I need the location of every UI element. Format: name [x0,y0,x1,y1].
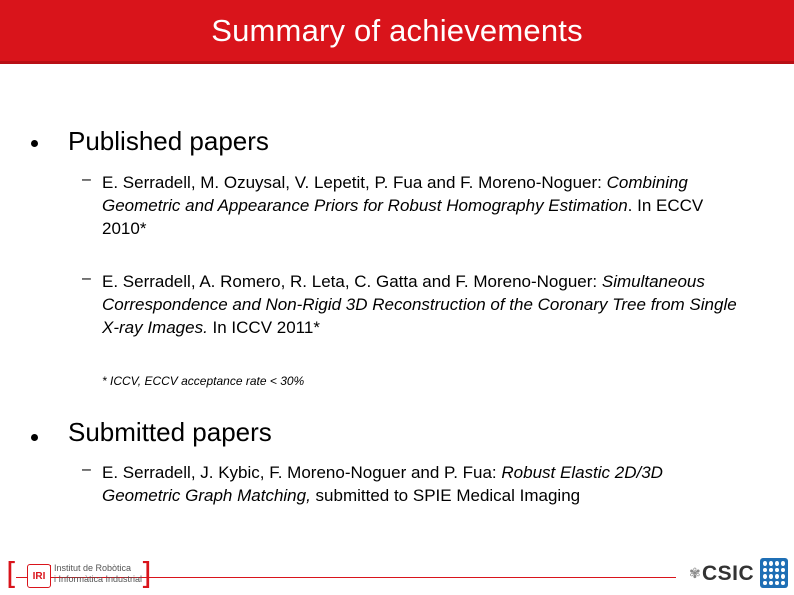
iri-logo-icon: IRI [27,564,51,588]
reference-3 [102,461,742,507]
reference-1-authors: E. Serradell, M. Ozuysal, V. Lepetit, P. Fua and F. Moreno-Noguer: [102,173,602,192]
reference-1-venue: . In ECCV 2010* [102,196,704,238]
reference-3-authors: E. Serradell, J. Kybic, F. Moreno-Noguer and P. Fua: [102,463,497,482]
dash-item-1: – [82,171,91,188]
bracket-close: ] [140,557,152,592]
dash-item-2: – [82,270,91,287]
csic-emblem-icon: ✾ [689,565,701,581]
reference-1-title: Combining Geometric and Appearance Priors for Robust Homography Estimation [102,173,688,215]
iri-logo-text [54,563,142,585]
reference-2-title: Simultaneous Correspondence and Non-Rigid 3D Reconstruction of the Coronary Tree from Single X-ray Images. [102,272,737,337]
reference-3-venue: submitted to SPIE Medical Imaging [310,486,581,505]
bullet-published [31,140,38,147]
upc-logo-icon [760,558,788,588]
bracket-open: [ [6,557,18,592]
heading-published: Published papers [68,126,269,156]
slide-title: Summary of achievements [211,13,583,48]
csic-logo: CSIC [702,562,755,585]
dash-item-3: – [82,461,91,478]
reference-2-authors: E. Serradell, A. Romero, R. Leta, C. Gatta and F. Moreno-Noguer: [102,272,598,291]
iri-line-2: i Informàtica Industrial [54,574,143,584]
reference-2-venue: In ICCV 2011* [207,318,320,337]
reference-1 [102,171,742,240]
iri-line-1: Institut de Robòtica [54,563,132,573]
iri-logo-separator [50,565,51,585]
footer [0,556,794,595]
bullet-submitted [31,434,38,441]
heading-submitted: Submitted papers [68,417,272,447]
footnote: * ICCV, ECCV acceptance rate < 30% [102,374,305,388]
reference-3-title: Robust Elastic 2D/3D Geometric Graph Matching, [102,463,663,505]
reference-2 [102,270,742,339]
